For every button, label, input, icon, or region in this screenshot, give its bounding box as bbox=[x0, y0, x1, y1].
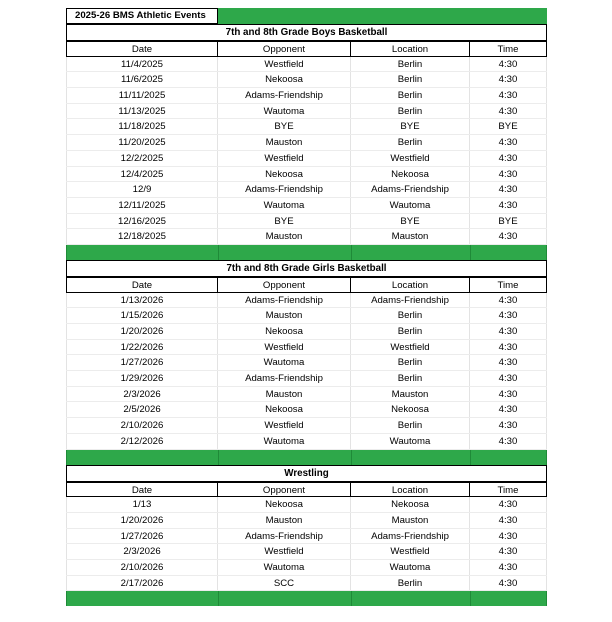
cell-opponent[interactable]: Mauston bbox=[218, 513, 351, 528]
cell-date[interactable]: 12/16/2025 bbox=[66, 214, 218, 229]
cell-time[interactable]: BYE bbox=[470, 119, 547, 134]
cell-location[interactable]: BYE bbox=[351, 119, 470, 134]
cell-location[interactable]: Wautoma bbox=[351, 560, 470, 575]
column-header-time[interactable]: Time bbox=[470, 277, 547, 293]
cell-location[interactable]: Berlin bbox=[351, 576, 470, 591]
cell-opponent[interactable]: Westfield bbox=[218, 151, 351, 166]
column-header-date[interactable]: Date bbox=[66, 41, 218, 57]
cell-time[interactable]: 4:30 bbox=[470, 560, 547, 575]
cell-opponent[interactable]: Wautoma bbox=[218, 355, 351, 370]
cell-opponent[interactable]: Mauston bbox=[218, 229, 351, 244]
cell-opponent[interactable]: Westfield bbox=[218, 340, 351, 355]
schedule-sections bbox=[66, 24, 547, 606]
cell-opponent[interactable]: Adams-Friendship bbox=[218, 182, 351, 197]
band-gridline bbox=[470, 450, 471, 465]
cell-opponent[interactable]: Adams-Friendship bbox=[218, 293, 351, 308]
cell-date[interactable]: 12/18/2025 bbox=[66, 229, 218, 244]
band-gridline bbox=[66, 450, 67, 465]
table-row bbox=[66, 513, 547, 529]
table-row bbox=[66, 198, 547, 214]
cell-location[interactable]: Nekoosa bbox=[351, 167, 470, 182]
cell-location[interactable]: Adams-Friendship bbox=[351, 293, 470, 308]
cell-time[interactable]: 4:30 bbox=[470, 371, 547, 386]
cell-opponent[interactable]: Nekoosa bbox=[218, 167, 351, 182]
column-header-location[interactable]: Location bbox=[351, 41, 470, 57]
cell-time[interactable]: 4:30 bbox=[470, 340, 547, 355]
cell-opponent[interactable]: Westfield bbox=[218, 57, 351, 72]
cell-date[interactable]: 12/9 bbox=[66, 182, 218, 197]
band-gridline bbox=[470, 591, 471, 606]
cell-time[interactable]: 4:30 bbox=[470, 387, 547, 402]
table-row bbox=[66, 387, 547, 403]
cell-location[interactable]: Nekoosa bbox=[351, 497, 470, 512]
section-divider-band bbox=[66, 450, 547, 465]
title-bar bbox=[66, 8, 547, 24]
document-title[interactable]: 2025-26 BMS Athletic Events bbox=[66, 8, 218, 24]
band-gridline bbox=[218, 245, 219, 260]
cell-location[interactable]: Mauston bbox=[351, 387, 470, 402]
column-header-row bbox=[66, 482, 547, 498]
cell-opponent[interactable]: Adams-Friendship bbox=[218, 529, 351, 544]
table-row bbox=[66, 529, 547, 545]
cell-time[interactable]: 4:30 bbox=[470, 151, 547, 166]
cell-date[interactable]: 2/3/2026 bbox=[66, 387, 218, 402]
cell-time[interactable]: 4:30 bbox=[470, 418, 547, 433]
cell-opponent[interactable]: Adams-Friendship bbox=[218, 88, 351, 103]
column-header-location[interactable]: Location bbox=[351, 277, 470, 293]
cell-time[interactable]: 4:30 bbox=[470, 355, 547, 370]
table-row bbox=[66, 576, 547, 592]
cell-time[interactable]: 4:30 bbox=[470, 229, 547, 244]
cell-location[interactable]: Mauston bbox=[351, 513, 470, 528]
table-row bbox=[66, 340, 547, 356]
cell-opponent[interactable]: Nekoosa bbox=[218, 497, 351, 512]
cell-location[interactable]: Berlin bbox=[351, 88, 470, 103]
cell-time[interactable]: 4:30 bbox=[470, 513, 547, 528]
column-header-time[interactable]: Time bbox=[470, 41, 547, 57]
cell-date[interactable]: 2/10/2026 bbox=[66, 560, 218, 575]
cell-location[interactable]: Berlin bbox=[351, 104, 470, 119]
band-gridline bbox=[470, 245, 471, 260]
cell-time[interactable]: BYE bbox=[470, 214, 547, 229]
band-gridline bbox=[546, 591, 547, 606]
cell-location[interactable]: Berlin bbox=[351, 324, 470, 339]
column-header-date[interactable]: Date bbox=[66, 277, 218, 293]
cell-location[interactable]: Berlin bbox=[351, 418, 470, 433]
section-title[interactable]: 7th and 8th Grade Girls Basketball bbox=[66, 260, 547, 277]
table-row bbox=[66, 167, 547, 183]
table-row bbox=[66, 497, 547, 513]
cell-date[interactable]: 12/4/2025 bbox=[66, 167, 218, 182]
table-row bbox=[66, 308, 547, 324]
band-gridline bbox=[351, 245, 352, 260]
cell-date[interactable]: 1/27/2026 bbox=[66, 355, 218, 370]
section-title[interactable]: Wrestling bbox=[66, 465, 547, 482]
table-row bbox=[66, 88, 547, 104]
cell-date[interactable]: 11/13/2025 bbox=[66, 104, 218, 119]
column-header-time[interactable]: Time bbox=[470, 482, 547, 498]
cell-time[interactable]: 4:30 bbox=[470, 293, 547, 308]
cell-time[interactable]: 4:30 bbox=[470, 88, 547, 103]
section-divider-band bbox=[66, 591, 547, 606]
cell-location[interactable]: Berlin bbox=[351, 72, 470, 87]
cell-date[interactable]: 11/4/2025 bbox=[66, 57, 218, 72]
cell-opponent[interactable]: BYE bbox=[218, 214, 351, 229]
cell-location[interactable]: Berlin bbox=[351, 308, 470, 323]
cell-opponent[interactable]: Mauston bbox=[218, 308, 351, 323]
cell-location[interactable]: Adams-Friendship bbox=[351, 529, 470, 544]
cell-location[interactable]: Westfield bbox=[351, 340, 470, 355]
cell-opponent[interactable]: Wautoma bbox=[218, 434, 351, 449]
cell-date[interactable]: 1/20/2026 bbox=[66, 324, 218, 339]
cell-date[interactable]: 12/2/2025 bbox=[66, 151, 218, 166]
cell-date[interactable]: 1/13 bbox=[66, 497, 218, 512]
cell-time[interactable]: 4:30 bbox=[470, 576, 547, 591]
cell-opponent[interactable]: Wautoma bbox=[218, 198, 351, 213]
cell-time[interactable]: 4:30 bbox=[470, 182, 547, 197]
cell-date[interactable]: 2/3/2026 bbox=[66, 544, 218, 559]
cell-opponent[interactable]: Wautoma bbox=[218, 104, 351, 119]
band-gridline bbox=[218, 591, 219, 606]
table-row bbox=[66, 355, 547, 371]
cell-time[interactable]: 4:30 bbox=[470, 104, 547, 119]
cell-opponent[interactable]: SCC bbox=[218, 576, 351, 591]
cell-time[interactable]: 4:30 bbox=[470, 529, 547, 544]
cell-opponent[interactable]: Nekoosa bbox=[218, 72, 351, 87]
table-row bbox=[66, 371, 547, 387]
cell-location[interactable]: Nekoosa bbox=[351, 402, 470, 417]
band-gridline bbox=[66, 591, 67, 606]
cell-date[interactable]: 2/5/2026 bbox=[66, 402, 218, 417]
column-header-row bbox=[66, 277, 547, 293]
cell-opponent[interactable]: Adams-Friendship bbox=[218, 371, 351, 386]
cell-location[interactable]: Mauston bbox=[351, 229, 470, 244]
table-row bbox=[66, 182, 547, 198]
table-row bbox=[66, 72, 547, 88]
band-gridline bbox=[546, 450, 547, 465]
cell-date[interactable]: 1/20/2026 bbox=[66, 513, 218, 528]
cell-date[interactable]: 11/20/2025 bbox=[66, 135, 218, 150]
table-row bbox=[66, 402, 547, 418]
cell-date[interactable]: 1/22/2026 bbox=[66, 340, 218, 355]
column-header-date[interactable]: Date bbox=[66, 482, 218, 498]
cell-date[interactable]: 1/13/2026 bbox=[66, 293, 218, 308]
table-row bbox=[66, 560, 547, 576]
cell-date[interactable]: 11/11/2025 bbox=[66, 88, 218, 103]
table-row bbox=[66, 229, 547, 245]
band-gridline bbox=[351, 591, 352, 606]
table-row bbox=[66, 119, 547, 135]
cell-location[interactable]: Berlin bbox=[351, 371, 470, 386]
cell-location[interactable]: Wautoma bbox=[351, 434, 470, 449]
cell-time[interactable]: 4:30 bbox=[470, 135, 547, 150]
cell-time[interactable]: 4:30 bbox=[470, 324, 547, 339]
table-row bbox=[66, 544, 547, 560]
column-header-location[interactable]: Location bbox=[351, 482, 470, 498]
table-row bbox=[66, 57, 547, 73]
column-header-opponent[interactable]: Opponent bbox=[218, 277, 351, 293]
cell-location[interactable]: Westfield bbox=[351, 544, 470, 559]
cell-time[interactable]: 4:30 bbox=[470, 198, 547, 213]
cell-date[interactable]: 11/18/2025 bbox=[66, 119, 218, 134]
cell-date[interactable]: 1/27/2026 bbox=[66, 529, 218, 544]
cell-time[interactable]: 4:30 bbox=[470, 57, 547, 72]
section-0 bbox=[66, 24, 547, 260]
cell-time[interactable]: 4:30 bbox=[470, 72, 547, 87]
cell-location[interactable]: Westfield bbox=[351, 151, 470, 166]
cell-opponent[interactable]: Mauston bbox=[218, 135, 351, 150]
table-row bbox=[66, 151, 547, 167]
cell-date[interactable]: 2/12/2026 bbox=[66, 434, 218, 449]
section-2 bbox=[66, 465, 547, 607]
cell-date[interactable]: 11/6/2025 bbox=[66, 72, 218, 87]
table-row bbox=[66, 214, 547, 230]
cell-date[interactable]: 12/11/2025 bbox=[66, 198, 218, 213]
section-divider-band bbox=[66, 245, 547, 260]
column-header-opponent[interactable]: Opponent bbox=[218, 482, 351, 498]
cell-opponent[interactable]: Nekoosa bbox=[218, 402, 351, 417]
band-gridline bbox=[66, 245, 67, 260]
cell-opponent[interactable]: Wautoma bbox=[218, 560, 351, 575]
table-row bbox=[66, 418, 547, 434]
table-row bbox=[66, 293, 547, 309]
cell-time[interactable]: 4:30 bbox=[470, 497, 547, 512]
cell-location[interactable]: Berlin bbox=[351, 135, 470, 150]
cell-opponent[interactable]: Westfield bbox=[218, 418, 351, 433]
cell-time[interactable]: 4:30 bbox=[470, 308, 547, 323]
table-row bbox=[66, 434, 547, 450]
table-row bbox=[66, 324, 547, 340]
band-gridline bbox=[351, 450, 352, 465]
cell-time[interactable]: 4:30 bbox=[470, 544, 547, 559]
band-gridline bbox=[546, 245, 547, 260]
cell-date[interactable]: 1/15/2026 bbox=[66, 308, 218, 323]
cell-location[interactable]: Berlin bbox=[351, 355, 470, 370]
table-row bbox=[66, 104, 547, 120]
cell-opponent[interactable]: Westfield bbox=[218, 544, 351, 559]
cell-location[interactable]: Wautoma bbox=[351, 198, 470, 213]
column-header-opponent[interactable]: Opponent bbox=[218, 41, 351, 57]
cell-opponent[interactable]: Mauston bbox=[218, 387, 351, 402]
cell-opponent[interactable]: Nekoosa bbox=[218, 324, 351, 339]
section-title[interactable]: 7th and 8th Grade Boys Basketball bbox=[66, 24, 547, 41]
schedule-sheet bbox=[66, 8, 547, 606]
cell-date[interactable]: 2/10/2026 bbox=[66, 418, 218, 433]
table-row bbox=[66, 135, 547, 151]
section-1 bbox=[66, 260, 547, 465]
cell-opponent[interactable]: BYE bbox=[218, 119, 351, 134]
cell-time[interactable]: 4:30 bbox=[470, 434, 547, 449]
cell-date[interactable]: 2/17/2026 bbox=[66, 576, 218, 591]
band-gridline bbox=[218, 450, 219, 465]
cell-date[interactable]: 1/29/2026 bbox=[66, 371, 218, 386]
cell-location[interactable]: BYE bbox=[351, 214, 470, 229]
cell-time[interactable]: 4:30 bbox=[470, 402, 547, 417]
cell-time[interactable]: 4:30 bbox=[470, 167, 547, 182]
column-header-row bbox=[66, 41, 547, 57]
cell-location[interactable]: Berlin bbox=[351, 57, 470, 72]
cell-location[interactable]: Adams-Friendship bbox=[351, 182, 470, 197]
